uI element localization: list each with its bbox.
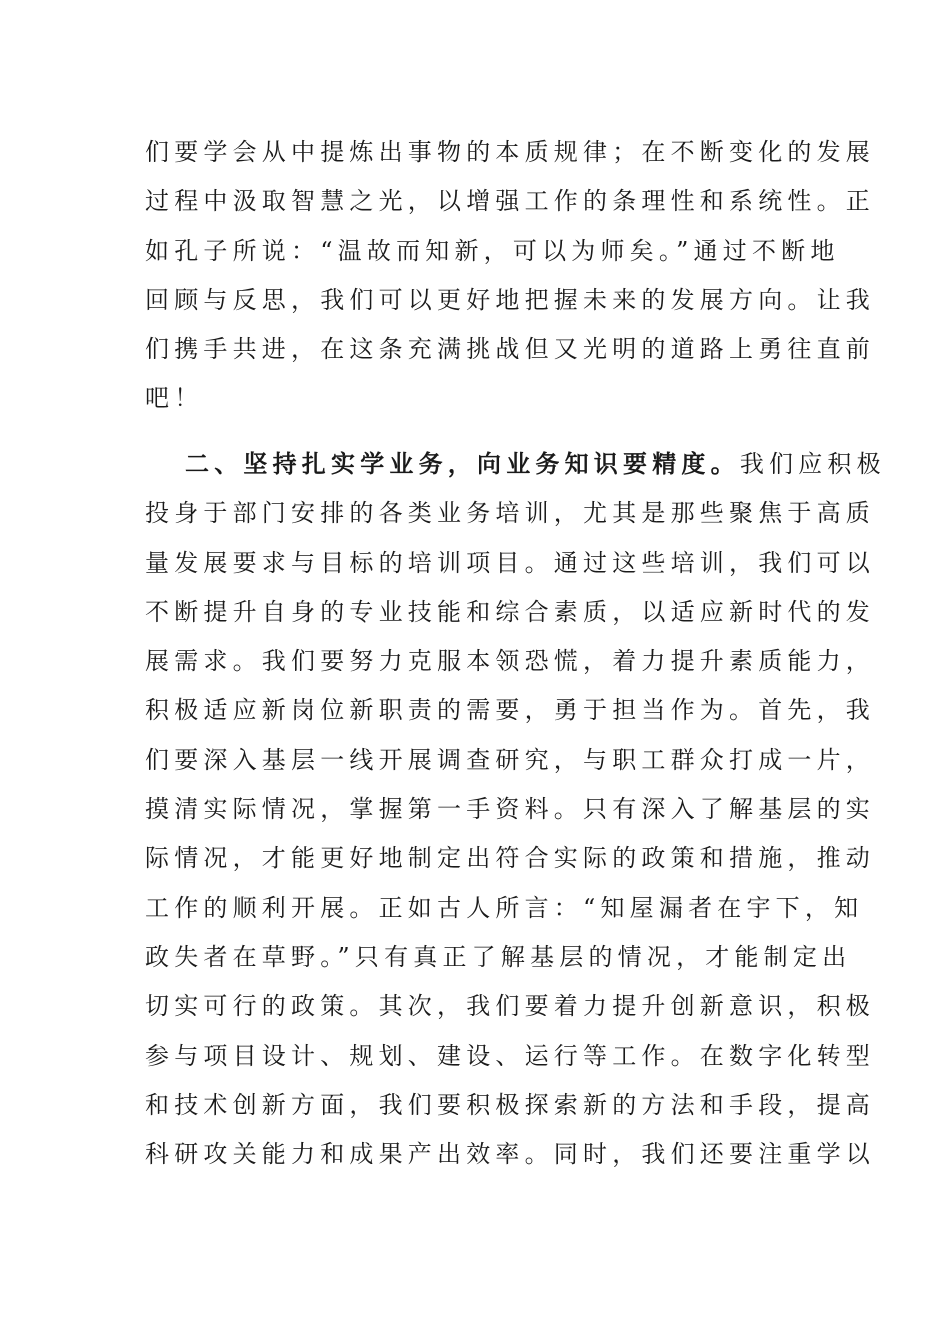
text-line: 积极适应新岗位新职责的需要，勇于担当作为。首先，我: [145, 696, 875, 725]
text-line: 们要学会从中提炼出事物的本质规律；在不断变化的发展: [145, 138, 875, 166]
text-line: 和技术创新方面，我们要积极探索新的方法和手段，提高: [145, 1090, 875, 1119]
text-line: 科研攻关能力和成果产出效率。同时，我们还要注重学以: [145, 1140, 875, 1169]
text-line: 展需求。我们要努力克服本领恐慌，着力提升素质能力，: [145, 647, 875, 676]
paragraph-continued: [145, 128, 875, 424]
text-line: 参与项目设计、规划、建设、运行等工作。在数字化转型: [145, 1041, 875, 1070]
text-line: 不断提升自身的专业技能和综合素质，以适应新时代的发: [145, 597, 875, 626]
first-line-text: 我们应积极: [739, 450, 886, 478]
text-line: 政失者在草野。”只有真正了解基层的情况，才能制定出: [145, 942, 852, 971]
text-line: 们携手共进，在这条充满挑战但又光明的道路上勇往直前: [145, 335, 875, 364]
first-line: [145, 440, 886, 489]
text-line: 过程中汲取智慧之光，以增强工作的条理性和系统性。正: [145, 187, 875, 216]
text-line: 工作的顺利开展。正如古人所言：“知屋漏者在宇下，知: [145, 893, 864, 922]
text-line: 们要深入基层一线开展调查研究，与职工群众打成一片，: [145, 745, 875, 774]
text-line: 投身于部门安排的各类业务培训，尤其是那些聚焦于高质: [145, 499, 875, 528]
text-line: 切实可行的政策。其次，我们要着力提升创新意识，积极: [145, 992, 875, 1021]
text-line: 如孔子所说：“温故而知新，可以为师矣。”通过不断地: [145, 236, 840, 265]
text-line: 量发展要求与目标的培训项目。通过这些培训，我们可以: [145, 548, 875, 577]
text-line: 吧！: [145, 384, 204, 413]
text-line: 回顾与反思，我们可以更好地把握未来的发展方向。让我: [145, 285, 875, 314]
paragraph-section-two: [145, 440, 886, 1179]
section-heading: 二、坚持扎实学业务，向业务知识要精度。: [185, 450, 740, 478]
text-line: 际情况，才能更好地制定出符合实际的政策和措施，推动: [145, 844, 875, 873]
text-line: 摸清实际情况，掌握第一手资料。只有深入了解基层的实: [145, 795, 875, 824]
